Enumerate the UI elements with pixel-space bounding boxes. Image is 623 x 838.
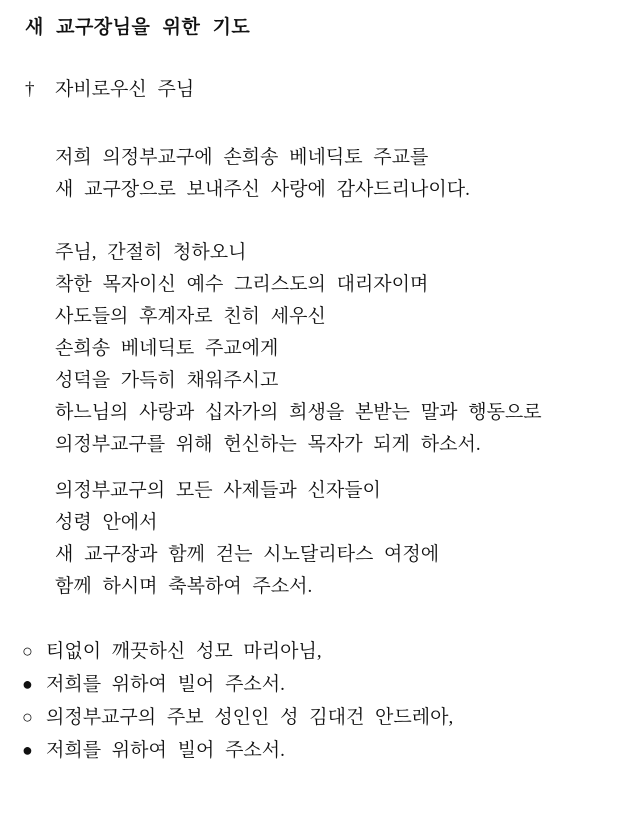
prayer-line: 착한 목자이신 예수 그리스도의 대리자이며 bbox=[55, 274, 429, 295]
prayer-line: 함께 하시며 축복하여 주소서. bbox=[55, 576, 313, 597]
circle-filled-icon: ● bbox=[22, 740, 33, 760]
circle-open-icon: ○ bbox=[22, 707, 33, 727]
response-text: 저희를 위하여 빌어 주소서. bbox=[46, 740, 285, 761]
prayer-stanza-petition bbox=[25, 237, 603, 461]
prayer-line: 새 교구장과 함께 걷는 시노달리타스 여정에 bbox=[55, 544, 440, 565]
response-line bbox=[22, 668, 603, 701]
prayer-line: 주님, 간절히 청하오니 bbox=[55, 242, 247, 263]
prayer-line: 새 교구장으로 보내주신 사랑에 감사드리나이다. bbox=[55, 179, 470, 200]
prayer-line: 하느님의 사랑과 십자가의 희생을 본받는 말과 행동으로 bbox=[55, 402, 542, 423]
prayer-line: 사도들의 후계자로 친히 세우신 bbox=[55, 306, 326, 327]
response-line bbox=[22, 701, 603, 734]
response-line bbox=[22, 734, 603, 767]
circle-open-icon: ○ bbox=[22, 641, 33, 661]
response-line bbox=[22, 635, 603, 668]
prayer-line: 저희 의정부교구에 손희송 베네딕토 주교를 bbox=[55, 147, 429, 168]
circle-filled-icon: ● bbox=[22, 674, 33, 694]
prayer-line: 의정부교구의 모든 사제들과 신자들이 bbox=[55, 480, 381, 501]
page-title: 새 교구장님을 위한 기도 bbox=[25, 17, 251, 38]
prayer-line: 손희송 베네딕토 주교에게 bbox=[55, 338, 279, 359]
invocation-text: 자비로우신 주님 bbox=[55, 79, 195, 100]
prayer-line: 의정부교구를 위해 헌신하는 목자가 되게 하소서. bbox=[55, 434, 481, 455]
dagger-cross-icon: † bbox=[25, 79, 35, 100]
response-text: 티없이 깨끗하신 성모 마리아님, bbox=[46, 641, 322, 662]
responsory-section bbox=[22, 635, 603, 767]
prayer-stanza-thanksgiving bbox=[25, 142, 603, 206]
invocation-line bbox=[25, 78, 603, 102]
response-text: 의정부교구의 주보 성인인 성 김대건 안드레아, bbox=[46, 707, 454, 728]
prayer-line: 성령 안에서 bbox=[55, 512, 158, 533]
prayer-stanza-synodality bbox=[25, 475, 603, 603]
prayer-line: 성덕을 가득히 채워주시고 bbox=[55, 370, 279, 391]
response-text: 저희를 위하여 빌어 주소서. bbox=[46, 674, 285, 695]
